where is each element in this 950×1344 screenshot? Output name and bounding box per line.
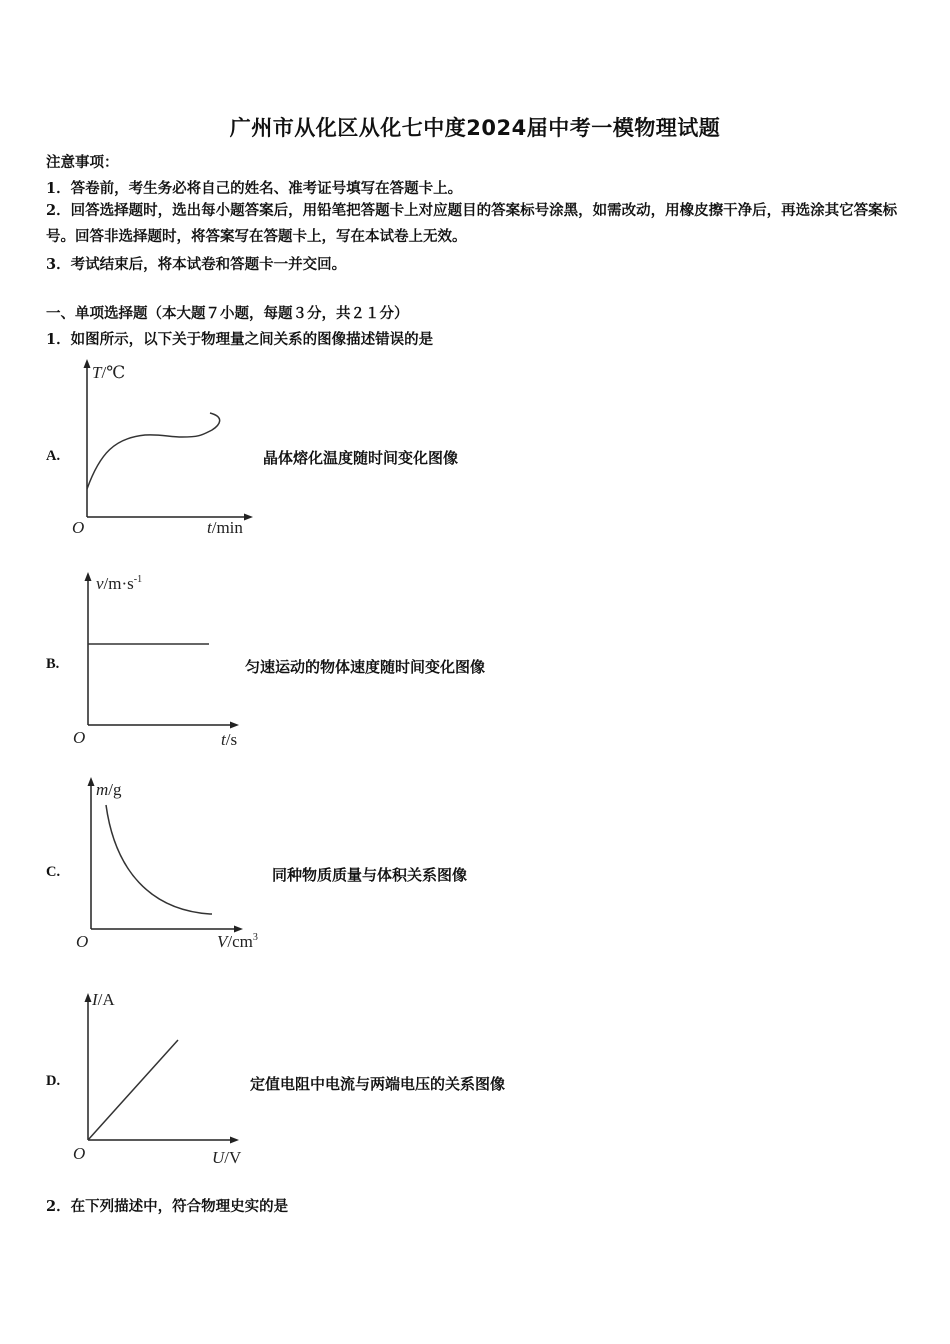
graph-c-x-label: $V/cm^3$: [217, 932, 258, 951]
note-item-2: 2．回答选择题时，选出每小题答案后，用铅笔把答题卡上对应题目的答案标号涂黑，如需改动，用橡皮擦干净后，再选涂其它答案标号。回答非选择题时，将答案写在答题卡上，写在本试卷上无效。: [46, 202, 898, 245]
graph-c-y-label: m/g: [96, 780, 122, 799]
graph-c-origin: O: [76, 932, 89, 951]
graph-d-y-arrow: [85, 993, 92, 1002]
graph-a-origin: O: [72, 518, 85, 537]
graph-b-y-label: $v/m\cdot s^{-1}$: [96, 574, 143, 593]
section-heading: 一、单项选择题（本大题７小题，每题３分，共２１分）: [46, 305, 409, 322]
option-d-letter: D.: [46, 1073, 61, 1089]
graph-d: [60, 985, 280, 1175]
option-c-description: 同种物质质量与体积关系图像: [272, 866, 468, 884]
graph-a-x-label: t/min: [207, 518, 243, 537]
graph-c: [60, 770, 290, 960]
option-c-letter: C.: [46, 864, 61, 880]
graph-b-y-arrow: [85, 572, 92, 581]
graph-a-curve: [87, 413, 220, 489]
graph-b-x-arrow: [230, 722, 239, 729]
option-a-letter: A.: [46, 448, 61, 464]
graph-c-y-arrow: [88, 777, 95, 786]
graph-a: [60, 355, 280, 545]
note-item-3: 3．考试结束后，将本试卷和答题卡一并交回。: [46, 256, 347, 273]
graph-c-curve: [106, 805, 212, 914]
graph-d-line: [88, 1040, 178, 1140]
graph-a-y-arrow: [84, 359, 91, 368]
graph-a-x-arrow: [244, 514, 253, 521]
graph-b-origin: O: [73, 728, 86, 747]
option-a-description: 晶体熔化温度随时间变化图像: [263, 449, 459, 467]
graph-d-origin: O: [73, 1144, 86, 1163]
question-2-stem: 2．在下列描述中，符合物理史实的是: [46, 1198, 289, 1215]
graph-d-x-label: U/V: [212, 1148, 242, 1167]
graph-a-y-label: T/℃: [92, 363, 126, 382]
notes-heading: 注意事项：: [46, 154, 119, 171]
question-1-stem: 1．如图所示，以下关于物理量之间关系的图像描述错误的是: [46, 331, 434, 348]
graph-b-x-label: t/s: [221, 730, 238, 749]
graph-d-x-arrow: [230, 1137, 239, 1144]
page-title: 广州市从化区从化七中度2024届中考一模物理试题: [229, 116, 721, 140]
graph-d-y-label: I/A: [92, 990, 115, 1009]
option-b-letter: B.: [46, 656, 60, 672]
note-item-1: 1．答卷前，考生务必将自己的姓名、准考证号填写在答题卡上。: [46, 180, 463, 197]
option-b-description: 匀速运动的物体速度随时间变化图像: [245, 658, 486, 676]
option-d-description: 定值电阻中电流与两端电压的关系图像: [250, 1075, 506, 1093]
